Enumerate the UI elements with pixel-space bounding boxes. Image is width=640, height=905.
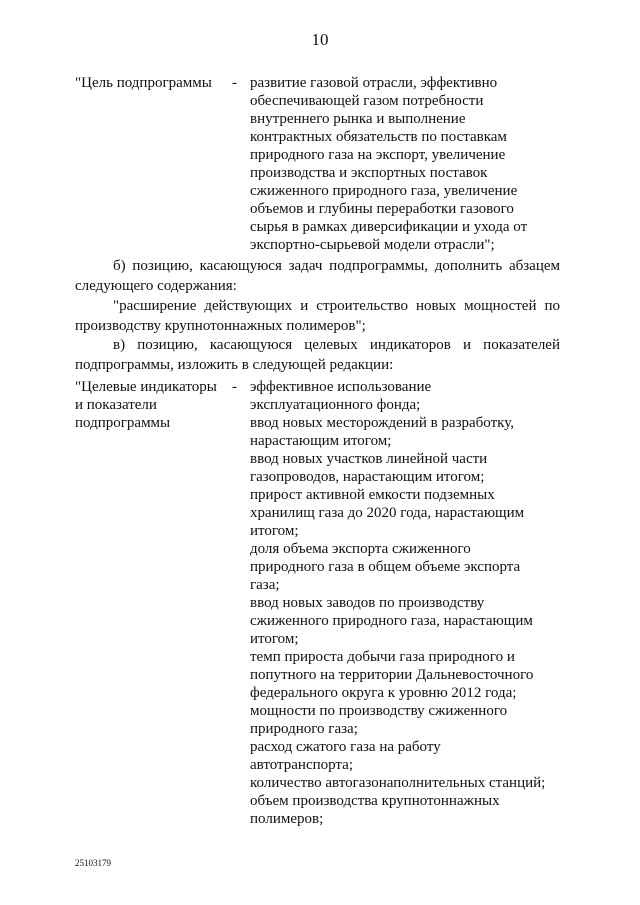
indicator-line: нарастающим итогом; bbox=[250, 433, 392, 449]
indicator-line: газа; bbox=[250, 577, 280, 593]
indicator-line: природного газа; bbox=[250, 721, 358, 737]
indicator-line: эксплуатационного фонда; bbox=[250, 397, 421, 413]
indicator-line: газопроводов, нарастающим итогом; bbox=[250, 469, 485, 485]
indicator-line: полимеров; bbox=[250, 811, 324, 827]
indicator-line: ввод новых месторождений в разработку, bbox=[250, 415, 514, 431]
indicators-label bbox=[75, 378, 217, 432]
goal-line: сырья в рамках диверсификации и ухода от bbox=[250, 219, 528, 235]
document-code: 25103179 bbox=[75, 858, 111, 868]
goal-text bbox=[250, 74, 560, 254]
goal-dash: - bbox=[232, 75, 237, 91]
paragraph-quote-line: "расширение действующих и строительство новых мощностей по bbox=[113, 298, 560, 314]
paragraph-b-line: следующего содержания: bbox=[75, 278, 237, 294]
indicators-label-line: "Целевые индикаторы bbox=[75, 379, 217, 395]
indicator-line: федерального округа к уровню 2012 года; bbox=[250, 685, 517, 701]
indicator-line: доля объема экспорта сжиженного bbox=[250, 541, 471, 557]
indicator-line: ввод новых заводов по производству bbox=[250, 595, 485, 611]
goal-line: природного газа на экспорт, увеличение bbox=[250, 147, 506, 163]
indicator-line: попутного на территории Дальневосточного bbox=[250, 667, 534, 683]
indicator-line: объем производства крупнотоннажных bbox=[250, 793, 500, 809]
goal-line: сжиженного природного газа, увеличение bbox=[250, 183, 518, 199]
paragraph-quote bbox=[75, 296, 560, 336]
indicator-line: мощности по производству сжиженного bbox=[250, 703, 508, 719]
indicators-list bbox=[250, 378, 560, 828]
target-indicators-block bbox=[75, 378, 560, 838]
goal-line: объемов и глубины переработки газового bbox=[250, 201, 514, 217]
subprogram-goal-block bbox=[75, 74, 560, 254]
paragraph-b bbox=[75, 256, 560, 296]
indicator-line: итогом; bbox=[250, 523, 299, 539]
indicator-line: хранилищ газа до 2020 года, нарастающим bbox=[250, 505, 525, 521]
indicator-line: автотранспорта; bbox=[250, 757, 354, 773]
indicator-line: природного газа в общем объеме экспорта bbox=[250, 559, 521, 575]
indicator-line: эффективное использование bbox=[250, 379, 432, 395]
goal-line: развитие газовой отрасли, эффективно bbox=[250, 75, 498, 91]
paragraph-v-line: подпрограммы, изложить в следующей редакции: bbox=[75, 357, 394, 373]
indicator-line: количество автогазонаполнительных станций; bbox=[250, 775, 546, 791]
goal-line: экспортно-сырьевой модели отрасли"; bbox=[250, 237, 495, 253]
paragraph-b-line: б) позицию, касающуюся задач подпрограммы, дополнить абзацем bbox=[113, 258, 560, 274]
indicators-label-line: и показатели bbox=[75, 397, 157, 413]
goal-line: обеспечивающей газом потребности bbox=[250, 93, 484, 109]
indicator-line: сжиженного природного газа, нарастающим bbox=[250, 613, 533, 629]
page-number: 10 bbox=[311, 30, 329, 49]
paragraph-v bbox=[75, 335, 560, 375]
indicator-line: темп прироста добычи газа природного и bbox=[250, 649, 515, 665]
goal-label: "Цель подпрограммы bbox=[75, 75, 212, 91]
indicators-label-line: подпрограммы bbox=[75, 415, 171, 431]
indicator-line: ввод новых участков линейной части bbox=[250, 451, 488, 467]
indicator-line: расход сжатого газа на работу bbox=[250, 739, 441, 755]
goal-line: контрактных обязательств по поставкам bbox=[250, 129, 507, 145]
paragraph-quote-line: производству крупнотоннажных полимеров"; bbox=[75, 318, 366, 334]
goal-line: производства и экспортных поставок bbox=[250, 165, 488, 181]
paragraph-v-line: в) позицию, касающуюся целевых индикаторов и показателей bbox=[113, 337, 560, 353]
goal-line: внутреннего рынка и выполнение bbox=[250, 111, 466, 127]
indicator-line: итогом; bbox=[250, 631, 299, 647]
indicator-line: прирост активной емкости подземных bbox=[250, 487, 495, 503]
indicators-dash: - bbox=[232, 379, 237, 395]
